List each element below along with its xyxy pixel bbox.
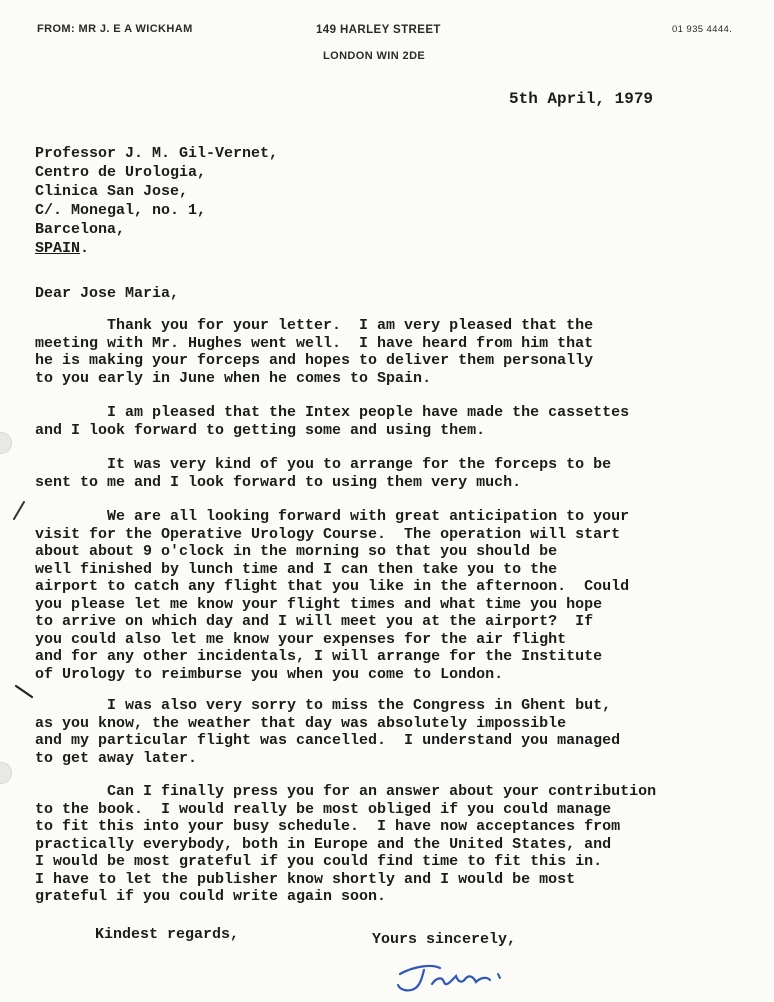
punch-hole-top xyxy=(0,432,12,454)
punch-hole-bottom xyxy=(0,762,12,784)
recipient-address xyxy=(35,144,278,258)
paragraph-2: I am pleased that the Intex people have made the cassettes and I look forward to getting some and using them. xyxy=(35,404,630,439)
closing: Kindest regards, xyxy=(95,926,240,943)
margin-tick-mark xyxy=(10,500,28,522)
margin-dash-mark xyxy=(12,682,36,702)
sender-city: LONDON WIN 2DE xyxy=(323,50,426,62)
paragraph-5: I was also very sorry to miss the Congress in Ghent but, as you know, the weather that day was absolutely impossible and my particular flight was cancelled. I understand you managed to get away later. xyxy=(35,697,621,767)
sender-street: 149 HARLEY STREET xyxy=(316,24,441,36)
recipient-country-suffix: . xyxy=(80,240,90,257)
signoff: Yours sincerely, xyxy=(372,931,517,948)
salutation: Dear Jose Maria, xyxy=(35,285,180,302)
recipient-line-4: Barcelona, xyxy=(35,221,126,238)
recipient-line-3: C/. Monegal, no. 1, xyxy=(35,202,207,219)
recipient-country-line xyxy=(35,239,278,258)
paragraph-1: Thank you for your letter. I am very pleased that the meeting with Mr. Hughes went well. I have heard from him that he is making your forceps and hopes to deliver them personally to you early in June when he comes to Spain. xyxy=(35,317,594,387)
recipient-line-1: Centro de Urologia, xyxy=(35,164,207,181)
letterhead xyxy=(0,0,774,70)
recipient-line-2: Clinica San Jose, xyxy=(35,183,189,200)
paragraph-6: Can I finally press you for an answer about your contribution to the book. I would really be most obliged if you could manage to fit this into your busy schedule. I have now acceptances from practically everybody, both in Europe and the United States, and I would be most grateful if you could find time to fit this in. I have to let the publisher know shortly and I would be most grateful if you could write again soon. xyxy=(35,783,657,905)
recipient-name: Professor J. M. Gil-Vernet, xyxy=(35,145,279,162)
sender-phone: 01 935 4444. xyxy=(672,24,733,35)
handwritten-signature xyxy=(380,952,540,996)
paragraph-4: We are all looking forward with great anticipation to your visit for the Operative Urology Course. The operation will start about about 9 o'clock in the morning so that you should be well finished by lunch time and I can then take you to the airport to catch any flight that you like in the afternoon. Could you please let me know your flight times and what time you hope to arrive on which day and I will meet you at the airport? If you could also let me know your expenses for the air flight and for any other incidentals, I will arrange for the Institute of Urology to reimburse you when you come to London. xyxy=(35,508,630,683)
letter-date: 5th April, 1979 xyxy=(509,90,654,108)
recipient-country: SPAIN xyxy=(35,240,81,257)
paragraph-3: It was very kind of you to arrange for the forceps to be sent to me and I look forward to using them very much. xyxy=(35,456,612,491)
sender-name: FROM: MR J. E A WICKHAM xyxy=(37,23,193,35)
